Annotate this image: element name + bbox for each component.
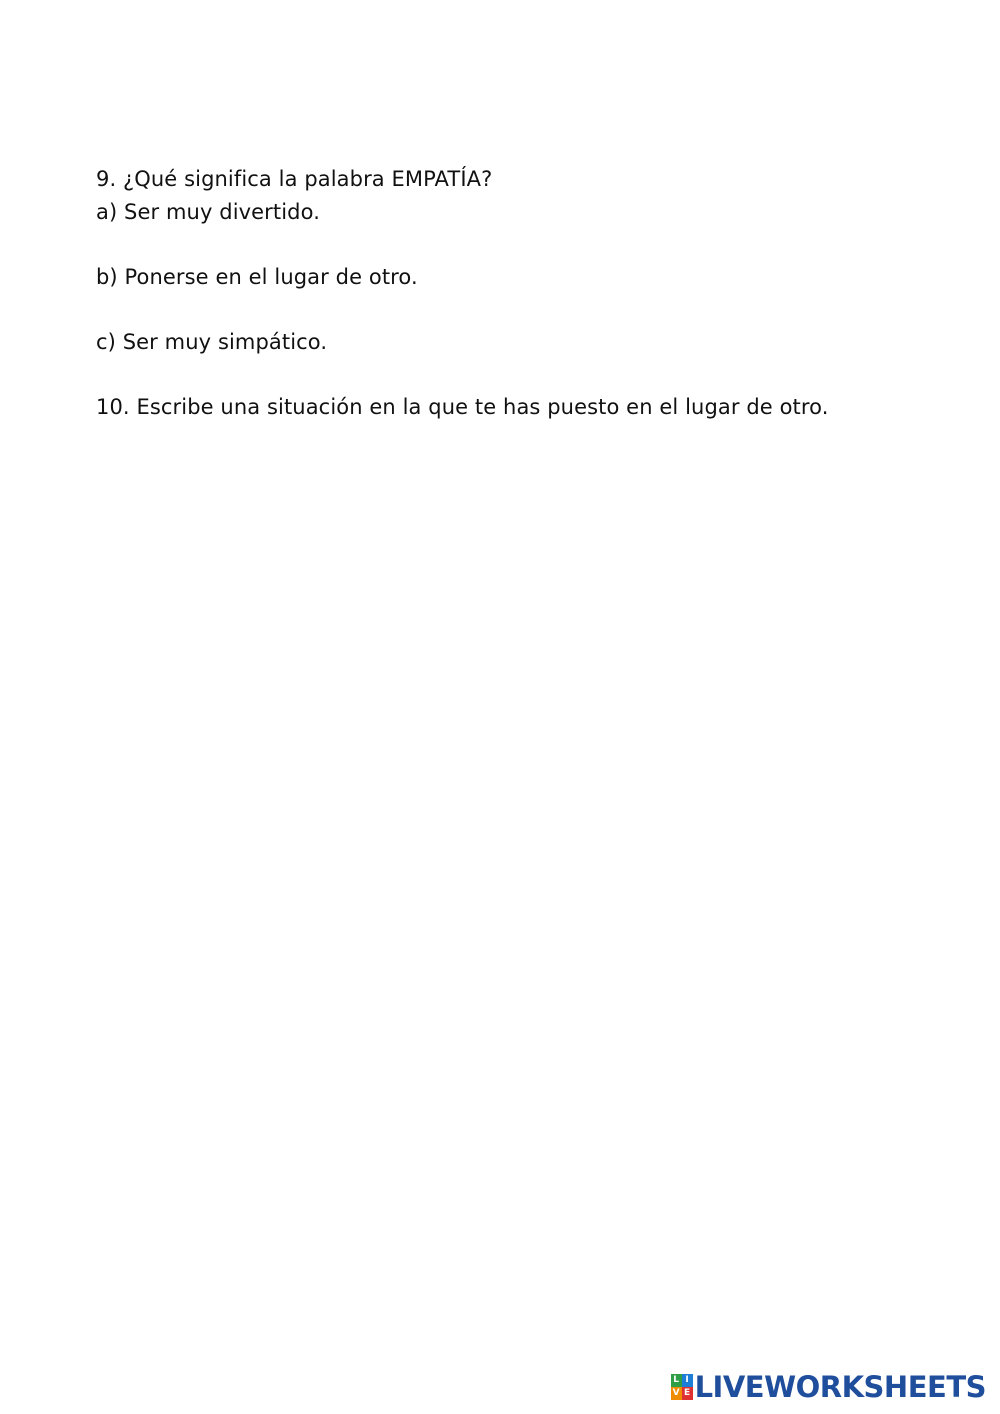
logo-mark-letter: V — [671, 1387, 682, 1400]
spacer — [96, 359, 956, 391]
option-c[interactable]: c) Ser muy simpático. — [96, 330, 328, 354]
liveworksheets-logo — [671, 1370, 986, 1404]
logo-text: LIVEWORKSHEETS — [694, 1370, 986, 1404]
spacer — [96, 294, 956, 326]
worksheet-content — [96, 163, 956, 424]
logo-mark-letter: I — [682, 1374, 693, 1387]
spacer — [96, 229, 956, 261]
liveworksheets-logo-icon — [671, 1374, 693, 1400]
option-b[interactable]: b) Ponerse en el lugar de otro. — [96, 265, 418, 289]
logo-mark-letter: E — [682, 1387, 693, 1400]
logo-mark-letter: L — [671, 1374, 682, 1387]
option-a[interactable]: a) Ser muy divertido. — [96, 200, 320, 224]
question-10-prompt: 10. Escribe una situación en la que te has puesto en el lugar de otro. — [96, 395, 829, 419]
question-9-prompt: 9. ¿Qué significa la palabra EMPATÍA? — [96, 167, 493, 191]
